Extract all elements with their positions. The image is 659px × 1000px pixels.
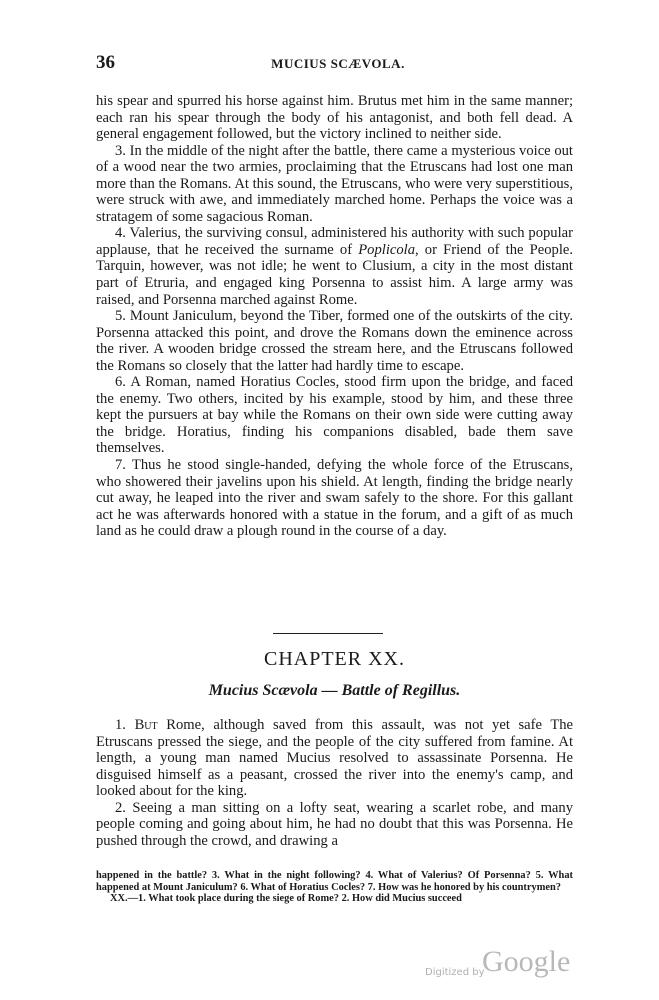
chapter-text bbox=[96, 717, 573, 849]
poplicola-italic: Poplicola bbox=[358, 241, 415, 258]
digitized-by-label: Digitized by bbox=[425, 967, 485, 978]
chapter-subtitle: Mucius Scævola — Battle of Regillus. bbox=[208, 682, 461, 699]
chapter-paragraph-2: 2. Seeing a man sitting on a lofty seat, wearing a scarlet robe, and many people coming and going about him, he had no doubt that this was Porsenna. He pushed through the crowd, and drawing a bbox=[96, 799, 573, 849]
paragraph-7: 7. Thus he stood single-handed, defying the whole force of the Etruscans, who showered their javelins upon his shield. At length, finding the bridge nearly cut away, he leaped into the river and swam safely to the shore. For this gallant act he was afterwards honored with a statue in the forum, and a gift of as much land as he could draw a plough round in the course of a day. bbox=[96, 457, 573, 540]
page-header bbox=[96, 52, 580, 74]
chapter-paragraph-1-text: Rome, although saved from this assault, was not yet safe The Etruscans pressed the siege, and the people of the city suffered from famine. At length, a young man named Mucius resolved to assassinate Porsenna. He disguised himself as a peasant, crossed the river into the enemy's camp, and looked about for the king. bbox=[96, 717, 574, 800]
page-number: 36 bbox=[96, 52, 115, 73]
study-questions-line-1: happened in the battle? 3. What in the night following? 4. What of Valerius? Of Porsenna? 5. What happened at Mount Janiculum? 6. What of Horatius Cocles? 7. How was he honored by his countrymen? bbox=[96, 870, 573, 893]
google-logo: Google bbox=[482, 945, 571, 978]
section-divider bbox=[273, 633, 383, 634]
study-questions bbox=[96, 870, 573, 905]
paragraph-3: 3. In the middle of the night after the battle, there came a mysterious voice out of a wood near the two armies, proclaiming that the Etruscans had lost one man more than the Romans. At this sound, the Etruscans, who were very superstitious, were struck with awe, and immediately marched home. Perhaps the voice was a stratagem of some sagacious Roman. bbox=[96, 142, 573, 225]
paragraph-4 bbox=[96, 225, 573, 308]
chapter-paragraph-1 bbox=[96, 717, 573, 800]
paragraph-6: 6. A Roman, named Horatius Cocles, stood firm upon the bridge, and faced the enemy. Two others, incited by his example, stood by him, and these three kept the pursuers at bay while the Romans on their own side were cutting away the bridge. Horatius, finding his companions disabled, bade them save themselves. bbox=[96, 374, 573, 457]
running-title: MUCIUS SCÆVOLA. bbox=[271, 56, 405, 71]
chapter-paragraph-1-number: 1. bbox=[115, 717, 135, 733]
chapter-paragraph-1-smallcaps: But bbox=[134, 717, 158, 733]
top-text bbox=[96, 93, 573, 540]
continuation-paragraph: his spear and spurred his horse against him. Brutus met him in the same manner; each ran his spear through the body of his antagonist, and both fell dead. A general engagement followed, but the victory inclined to neither side. bbox=[96, 93, 573, 143]
study-questions-line-2: XX.—1. What took place during the siege of Rome? 2. How did Mucius succeed bbox=[110, 893, 462, 905]
paragraph-5: 5. Mount Janiculum, beyond the Tiber, formed one of the outskirts of the city. Porsenna attacked this point, and drove the Romans down the eminence across the river. A wooden bridge crossed the stream here, and the Etruscans followed the Romans so closely that the latter had hardly time to escape. bbox=[96, 308, 573, 374]
paragraph-4-text-b: , or Friend of the People. Tarquin, however, was not idle; he went to Clusium, a city in the most distant part of Etruria, and engaged king Porsenna to assist him. A large army was raised, and Porsenna marched against Rome. bbox=[96, 241, 573, 308]
paragraph-4-text-a: 4. Valerius, the surviving consul, administered his authority with such popular applause, that he received the surname of bbox=[96, 225, 573, 258]
chapter-heading: CHAPTER XX. bbox=[263, 648, 405, 670]
